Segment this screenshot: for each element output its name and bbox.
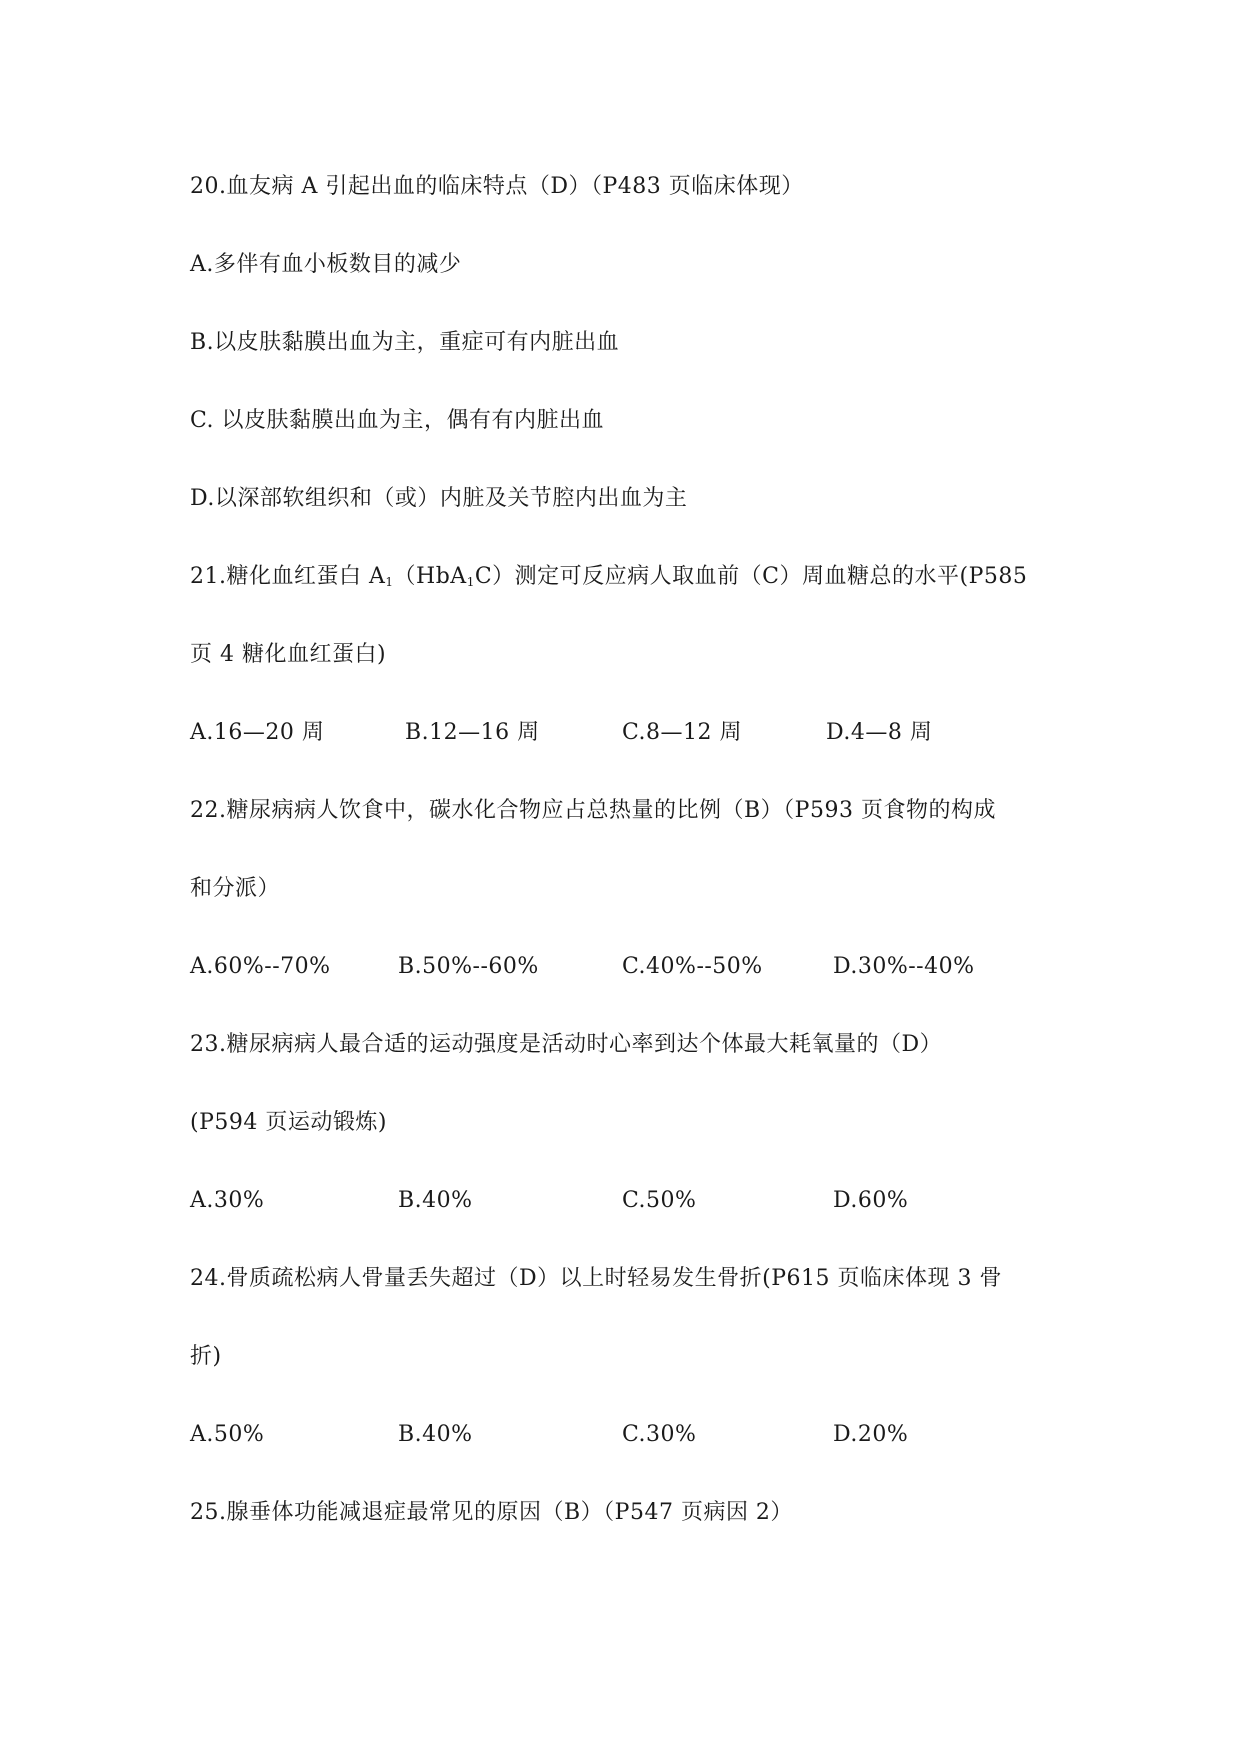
q24-option-c: C.30%: [622, 1422, 697, 1447]
q20-option-b: B.以皮肤黏膜出血为主，重症可有内脏出血: [190, 330, 620, 355]
q21-option-d: D.4—8 周: [826, 720, 933, 745]
q21-stem-line2: 页 4 糖化血红蛋白): [190, 642, 387, 667]
q21-option-c: C.8—12 周: [622, 720, 743, 745]
q22-stem-line1: 22.糖尿病病人饮食中，碳水化合物应占总热量的比例（B）（P593 页食物的构成: [190, 798, 996, 823]
q24-stem-line1: 24.骨质疏松病人骨量丢失超过（D）以上时轻易发生骨折(P615 页临床体现 3 骨: [190, 1266, 1002, 1291]
q20-option-d: D.以深部软组织和（或）内脏及关节腔内出血为主: [190, 486, 688, 511]
q21-stem-part3: C）测定可反应病人取血前（C）周血糖总的水平(P585: [474, 564, 1028, 589]
q23-stem-line1: 23.糖尿病病人最合适的运动强度是活动时心率到达个体最大耗氧量的（D）: [190, 1032, 943, 1057]
q20-option-c: C. 以皮肤黏膜出血为主，偶有有内脏出血: [190, 408, 605, 433]
q22-option-b: B.50%--60%: [398, 954, 539, 979]
q21-option-b: B.12—16 周: [405, 720, 540, 745]
q21-option-a: A.16—20 周: [190, 720, 325, 745]
q23-option-d: D.60%: [833, 1188, 909, 1213]
q21-stem-line1: [190, 562, 1027, 597]
q23-option-b: B.40%: [398, 1188, 473, 1213]
q24-option-b: B.40%: [398, 1422, 473, 1447]
q24-stem-line2: 折): [190, 1344, 222, 1369]
q21-stem-sub1: 1: [385, 575, 394, 589]
q21-stem-sub2: 1: [466, 575, 475, 589]
q23-option-c: C.50%: [622, 1188, 697, 1213]
q22-stem-line2: 和分派）: [190, 876, 281, 901]
q24-option-a: A.50%: [190, 1422, 265, 1447]
q21-stem-part1: 21.糖化血红蛋白 A: [190, 564, 386, 589]
q24-option-d: D.20%: [833, 1422, 909, 1447]
q23-option-a: A.30%: [190, 1188, 265, 1213]
q20-option-a: A.多伴有血小板数目的减少: [190, 252, 462, 277]
q20-stem: 20.血友病 A 引起出血的临床特点（D）（P483 页临床体现）: [190, 174, 804, 199]
q21-stem-part2: （HbA: [393, 564, 467, 589]
q23-stem-line2: (P594 页运动锻炼): [190, 1110, 387, 1135]
q22-option-d: D.30%--40%: [833, 954, 975, 979]
q22-option-c: C.40%--50%: [622, 954, 763, 979]
q22-option-a: A.60%--70%: [190, 954, 331, 979]
q25-stem: 25.腺垂体功能减退症最常见的原因（B）（P547 页病因 2）: [190, 1500, 793, 1525]
